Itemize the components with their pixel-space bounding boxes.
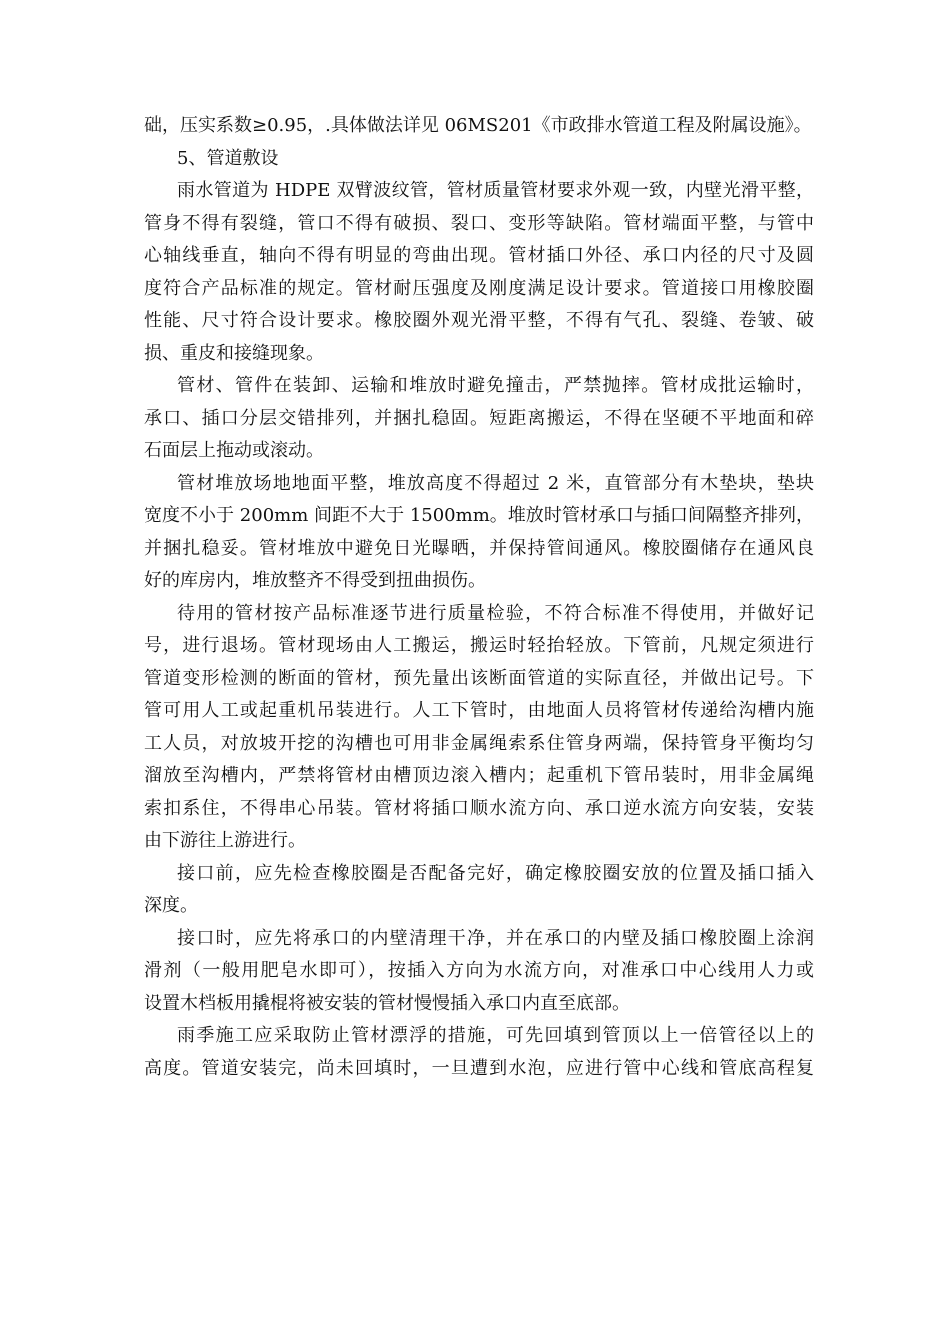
text-line: 管可用人工或起重机吊装进行。人工下管时，由地面人员将管材传递给沟槽内施 [144, 700, 814, 721]
paragraph-storage [144, 468, 814, 598]
text-line: 接口前，应先检查橡胶圈是否配备完好，确定橡胶圈安放的位置及插口插入 [177, 862, 814, 884]
text-line: 高度。管道安装完，尚未回填时，一旦遭到水泡，应进行管中心线和管底高程复 [144, 1057, 814, 1079]
text-line: 设置木档板用撬棍将被安装的管材慢慢插入承口内直至底部。 [144, 992, 630, 1014]
section-heading-pipe-laying [144, 143, 814, 176]
text-line: 石面层上拖动或滚动。 [144, 440, 324, 461]
text-line: 并捆扎稳妥。管材堆放中避免日光曝晒，并保持管间通风。橡胶圈储存在通风良 [144, 537, 814, 559]
text-line: 索扣系住，不得串心吊装。管材将插口顺水流方向、承口逆水流方向安装，安装 [144, 797, 814, 819]
text-line: 承口、插口分层交错排列，并捆扎稳固。短距离搬运，不得在坚硬不平地面和碎 [144, 407, 814, 429]
text-line: 由下游往上游进行。 [144, 830, 306, 851]
text-line: 接口时，应先将承口的内壁清理干净，并在承口的内壁及插口橡胶圈上涂润 [177, 927, 814, 949]
text-line: 溜放至沟槽内，严禁将管材由槽顶边滚入槽内；起重机下管吊装时，用非金属绳 [144, 765, 814, 786]
text-line: 心轴线垂直，轴向不得有明显的弯曲出现。管材插口外径、承口内径的尺寸及圆 [144, 245, 814, 266]
text-line: 础，压实系数≥0.95，.具体做法详见 06MS201《市政排水管道工程及附属设施》。 [144, 115, 812, 136]
paragraph-pipe-material [144, 175, 814, 370]
text-line: 深度。 [144, 895, 198, 916]
paragraph-inspection-lowering [144, 598, 814, 858]
paragraph-transport [144, 370, 814, 468]
text-line: 管道变形检测的断面的管材，预先量出该断面管道的实际直径，并做出记号。下 [144, 667, 814, 689]
text-line: 度符合产品标准的规定。管材耐压强度及刚度满足设计要求。管道接口用橡胶圈 [144, 277, 814, 299]
paragraph-rainy-season [144, 1020, 814, 1085]
document-body [144, 110, 814, 1085]
text-line: 号，进行退场。管材现场由人工搬运，搬运时轻抬轻放。下管前，凡规定须进行 [144, 635, 814, 656]
paragraph-foundation-tail [144, 110, 814, 143]
text-line: 管材堆放场地地面平整，堆放高度不得超过 2 米，直管部分有木垫块，垫块 [177, 472, 814, 494]
paragraph-joint-procedure [144, 923, 814, 1021]
text-line: 工人员，对放坡开挖的沟槽也可用非金属绳索系住管身两端，保持管身平衡均匀 [144, 732, 814, 754]
text-line: 管身不得有裂缝，管口不得有破损、裂口、变形等缺陷。管材端面平整，与管中 [144, 212, 814, 234]
text-line: 滑剂（一般用肥皂水即可），按插入方向为水流方向，对准承口中心线用人力或 [144, 960, 814, 981]
text-line: 损、重皮和接缝现象。 [144, 342, 324, 364]
text-line: 性能、尺寸符合设计要求。橡胶圈外观光滑平整，不得有气孔、裂缝、卷皱、破 [144, 310, 814, 331]
text-line: 雨水管道为 HDPE 双臂波纹管，管材质量管材要求外观一致，内壁光滑平整， [177, 180, 814, 201]
section-heading: 5、管道敷设 [177, 147, 279, 169]
text-line: 好的库房内，堆放整齐不得受到扭曲损伤。 [144, 570, 486, 591]
text-line: 管材、管件在装卸、运输和堆放时避免撞击，严禁抛摔。管材成批运输时， [177, 375, 814, 396]
paragraph-joint-check [144, 858, 814, 923]
text-line: 待用的管材按产品标准逐节进行质量检验，不符合标准不得使用，并做好记 [177, 602, 814, 624]
text-line: 雨季施工应采取防止管材漂浮的措施，可先回填到管顶以上一倍管径以上的 [177, 1025, 814, 1046]
text-line: 宽度不小于 200mm 间距不大于 1500mm。堆放时管材承口与插口间隔整齐排列， [144, 505, 814, 526]
